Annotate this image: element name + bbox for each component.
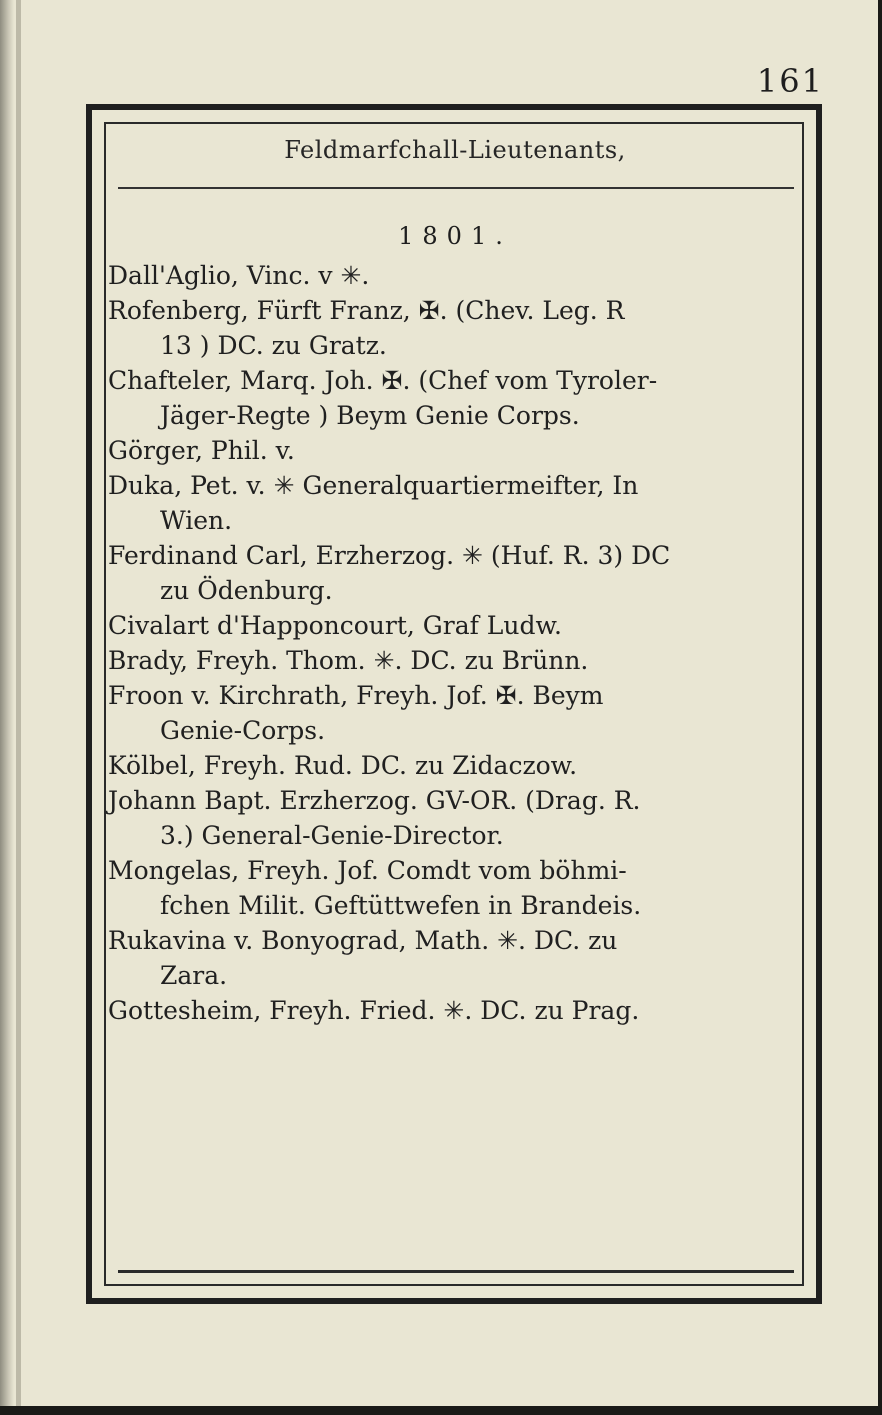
entry-line: Rukavina v. Bonyograd, Math. ✳. DC. zu bbox=[108, 926, 618, 955]
officer-entry bbox=[108, 748, 798, 783]
entry-line: Rofenberg, Fürft Franz, ✠. (Chev. Leg. R bbox=[108, 296, 625, 325]
officer-entry bbox=[108, 258, 798, 293]
officer-entry bbox=[108, 923, 798, 993]
gutter-edge bbox=[16, 0, 21, 1406]
entry-line: Gottesheim, Freyh. Fried. ✳. DC. zu Prag. bbox=[108, 996, 640, 1025]
officer-entry bbox=[108, 363, 798, 433]
entry-line-continued: Zara. bbox=[160, 961, 228, 990]
officer-entry bbox=[108, 538, 798, 608]
section-heading: Feldmarfchall-Lieutenants, bbox=[284, 136, 626, 164]
officer-entry bbox=[108, 433, 798, 468]
entry-line: Duka, Pet. v. ✳ Generalquartiermeifter, In bbox=[108, 471, 639, 500]
entry-line: Kölbel, Freyh. Rud. DC. zu Zidaczow. bbox=[108, 751, 578, 780]
entry-line-continued: zu Ödenburg. bbox=[160, 576, 333, 605]
entry-line: Chafteler, Marq. Joh. ✠. (Chef vom Tyroler- bbox=[108, 366, 658, 395]
officer-entry bbox=[108, 293, 798, 363]
entry-line: Görger, Phil. v. bbox=[108, 436, 295, 465]
officer-entry bbox=[108, 643, 798, 678]
bottom-rule bbox=[118, 1270, 794, 1273]
entry-line-continued: Wien. bbox=[160, 506, 233, 535]
entry-line: Ferdinand Carl, Erzherzog. ✳ (Huf. R. 3) DC bbox=[108, 541, 671, 570]
heading-rule bbox=[118, 187, 794, 189]
officer-list bbox=[108, 258, 798, 1028]
entry-line-continued: Genie-Corps. bbox=[160, 716, 326, 745]
entry-line-continued: 3.) General-Genie-Director. bbox=[160, 821, 504, 850]
entry-line: Johann Bapt. Erzherzog. GV-OR. (Drag. R. bbox=[108, 786, 641, 815]
officer-entry bbox=[108, 468, 798, 538]
entry-line-continued: 13 ) DC. zu Gratz. bbox=[160, 331, 387, 360]
officer-entry bbox=[108, 993, 798, 1028]
officer-entry bbox=[108, 853, 798, 923]
page-number: 161 bbox=[756, 62, 824, 100]
officer-entry bbox=[108, 783, 798, 853]
entry-line: Froon v. Kirchrath, Freyh. Jof. ✠. Beym bbox=[108, 681, 604, 710]
officer-entry bbox=[108, 678, 798, 748]
officer-entry bbox=[108, 608, 798, 643]
entry-line: Civalart d'Happoncourt, Graf Ludw. bbox=[108, 611, 562, 640]
entry-line-continued: fchen Milit. Geftüttwefen in Brandeis. bbox=[160, 891, 642, 920]
entry-line: Mongelas, Freyh. Jof. Comdt vom böhmi- bbox=[108, 856, 627, 885]
year-label: 1801. bbox=[398, 222, 512, 250]
page-gutter bbox=[0, 0, 14, 1406]
entry-line: Brady, Freyh. Thom. ✳. DC. zu Brünn. bbox=[108, 646, 589, 675]
entry-line-continued: Jäger-Regte ) Beym Genie Corps. bbox=[160, 401, 580, 430]
entry-line: Dall'Aglio, Vinc. v ✳. bbox=[108, 261, 370, 290]
